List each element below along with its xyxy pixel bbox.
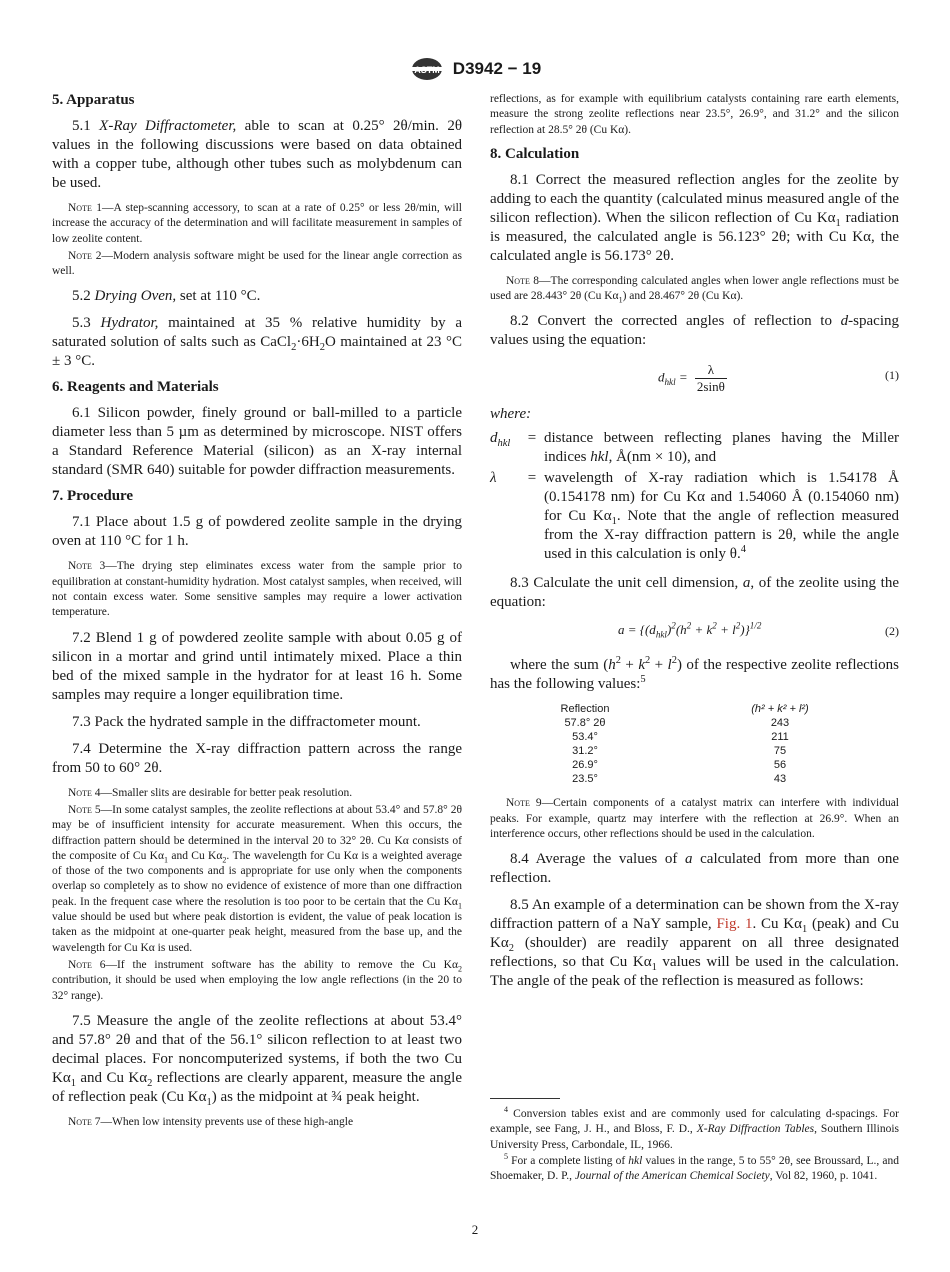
para-5-3: 5.3 Hydrator, maintained at 35 % relative humidity by a saturated solution of salts such as $CaCl_2\cdot 6H_2O$ maintained at 23 °C ± 3 °C.: [52, 315, 463, 370]
right-column: [490, 92, 899, 999]
footnotes: [490, 1098, 899, 1185]
table-row: [530, 744, 830, 758]
reflection-cell: 53.4°: [572, 731, 598, 744]
reflection-cell: 57.8° 2θ: [564, 717, 606, 730]
eq1-lhs: d: [658, 369, 665, 385]
reflection-cell: 31.2°: [572, 745, 598, 758]
section-6-heading: 6. Reagents and Materials: [52, 379, 219, 396]
footnote-4: $^4$ Conversion tables exist and are commonly used for calculating d-spacings. For example, see Fang, J. H., and Bloss, F. D., X-Ray Diffraction Tables, Southern Illinois University Press, Carbondale, IL, 1966.: [490, 1105, 899, 1151]
note-6: Note 6—If the instrument software has the ability to remove the Cu $K\alpha_2$ contribution, it should be used when employing the low angle reflections (in the 20 to 32° range).: [52, 958, 462, 1002]
para-6-1: 6.1 Silicon powder, finely ground or ball-milled to a particle diameter less than 5 µm as determined by microscope. NIST offers a Standard Reference Material (silicon) as an X-ray internal standard (SMR 640) suitable for powder diffraction measurements.: [52, 405, 462, 479]
def1-equals: =: [527, 430, 537, 447]
para-8-1: 8.1 Correct the measured reflection angles for the zeolite by adding to each the quantity (calculated minus measured angle of the silicon reflection). When the silicon reflection of Cu $K\alpha_1$ radiation is measured, the calculated angle is 56.123° 2θ; with Cu Kα, the calculated angle is 56.173° 2θ.: [490, 171, 899, 264]
footnote-5: $^5$ For a complete listing of hkl values in the range, 5 to 55° 2θ, see Broussard, L., and Shoemaker, D. P., Journal of the American Chemical Society, Vol 82, 1960, p. 1041.: [490, 1152, 899, 1183]
section-5-heading: 5. Apparatus: [52, 92, 135, 108]
section-7-heading: 7. Procedure: [52, 488, 134, 505]
note-3: Note 3—The drying step eliminates excess water from the sample prior to equilibration at constant-humidity hydration. Most catalyst samples, when received, will not contain excess water. Some sensitive samples may require a lower activation temperature.: [52, 560, 462, 619]
hkl-sum-cell: 211: [771, 731, 789, 744]
hkl-sum-cell: (h² + k² + l²): [751, 703, 809, 716]
where-label: where:: [490, 406, 532, 423]
note-1: Note 1—A step-scanning accessory, to scan at a rate of 0.25° or less 2θ/min, will increase the accuracy of the determination and will facilitate measurement in samples of low zeolite content.: [52, 202, 462, 245]
def2-text: wavelength of X-ray radiation which is 1.54178 Å (0.154178 nm) for Cu Kα and 1.54060 Å (0.154060 nm) for Cu $K\alpha_1$. Note that the angle of reflection measured from the X-ray diffraction pattern is 2θ, while the angle used in this calculation is only θ.$^4$: [544, 470, 899, 563]
table-row: [530, 758, 830, 772]
document-designation: D3942 − 19: [452, 59, 542, 78]
para-7-5: 7.5 Measure the angle of the zeolite reflections at about 53.4° and 57.8° 2θ and that of the 56.1° silicon reflection to at least two decimal places. For noncomputerized systems, if both the two Cu $K\alpha_1$ and Cu $K\alpha_2$ reflections are clearly apparent, measure the angle of reflection peak (Cu $K\alpha_1$) as the midpoint at ¾ peak height.: [52, 1012, 462, 1108]
para-8-4: 8.4 Average the values of a calculated from more than one reflection.: [490, 851, 899, 887]
def2-equals: =: [527, 470, 537, 487]
eq2-body: $a = \{(d_{hkl})^2(h^2 + k^2 + l^2)\}^{1/2}$: [618, 621, 762, 641]
def2-symbol: λ: [490, 470, 497, 487]
hkl-sum-cell: 56: [773, 759, 787, 772]
hkl-sum-cell: 43: [773, 773, 787, 786]
table-header-row: [530, 702, 830, 716]
para-7-3: 7.3 Pack the hydrated sample in the diffractometer mount.: [72, 713, 421, 730]
definition-d-hkl: [490, 429, 899, 467]
note-8: Note 8—The corresponding calculated angles when lower angle reflections must be used are 28.443° 2θ (Cu $K\alpha_1$) and 28.467° 2θ (Cu Kα).: [490, 274, 899, 305]
note-2: Note 2—Modern analysis software might be used for the linear angle correction as well.: [52, 249, 462, 278]
table-row: [530, 772, 830, 786]
section-8-heading: 8. Calculation: [490, 145, 580, 162]
eq1-sub: hkl: [664, 377, 676, 388]
note-4: Note 4—Smaller slits are desirable for better peak resolution.: [68, 786, 353, 799]
equation-2: [490, 620, 899, 646]
page-header: [0, 56, 950, 82]
eq1-fraction: [695, 362, 727, 395]
astm-logo: [409, 56, 445, 82]
para-8-5: 8.5 An example of a determination can be shown from the X-ray diffraction pattern of a NaY sample, Fig. 1. Cu $K\alpha_1$ (peak) and Cu $K\alpha_2$ (shoulder) are readily apparent on all three designated reflections, so that Cu $K\alpha_1$ values will be used in the calculation. The angle of the peak of the reflection is measured as follows:: [490, 897, 899, 990]
reflection-cell: Reflection: [560, 703, 610, 716]
eq1-numerator: λ: [695, 362, 727, 379]
reflection-table: [530, 702, 830, 786]
reflection-cell: 23.5°: [572, 773, 598, 786]
equation-1: $d_{hkl}$ = $\frac{\lambda}{2\sin\theta}$ (1): [658, 362, 899, 395]
para-8-3-sum: where the sum $(h^2 + k^2 + l^2)$ of the respective zeolite reflections has the following values:$^5$: [490, 655, 899, 693]
eq1-number: (1): [885, 368, 899, 383]
def1-text: distance between reflecting planes having the Miller indices hkl, Å(nm × 10), and: [544, 430, 899, 466]
hkl-sum-cell: 75: [773, 745, 787, 758]
table-row: [530, 730, 830, 744]
table-row: [530, 716, 830, 730]
para-7-2: 7.2 Blend 1 g of powdered zeolite sample with about 0.05 g of silicon in a mortar and grind until intimately mixed. Place a thin bed of the mixed sample in the hydrator for at least 16 h. Some samples may require a longer equilibration time.: [52, 629, 462, 703]
note-7-continued: reflections, as for example with equilibrium catalysts containing rare earth elements, measure the strong zeolite reflections near 23.5°, 26.9°, and 31.2° and the silicon reflection at 28.5° 2θ (Cu Kα).: [490, 93, 899, 136]
note-9: Note 9—Certain components of a catalyst matrix can interfere with individual peaks. For example, quartz may interfere with the reflection at 26.9°. When an interference occurs, other reflections should be used in the calculation.: [490, 797, 899, 841]
para-5-2: 5.2 Drying Oven, set at 110 °C.: [72, 288, 261, 305]
note-7: Note 7—When low intensity prevents use of these high-angle: [68, 1115, 354, 1128]
svg-text:ASTM: ASTM: [414, 65, 440, 75]
para-7-1: 7.1 Place about 1.5 g of powdered zeolite sample in the drying oven at 110 °C for 1 h.: [52, 514, 462, 550]
eq2-number: (2): [885, 624, 899, 639]
hkl-sum-cell: 243: [770, 717, 790, 730]
para-7-4: 7.4 Determine the X-ray diffraction pattern across the range from 50 to 60° 2θ.: [52, 740, 462, 776]
page-number: 2: [471, 1222, 479, 1237]
def1-symbol: $d_{hkl}$: [490, 430, 511, 450]
eq1-denominator: 2sinθ: [696, 379, 725, 395]
para-8-3: 8.3 Calculate the unit cell dimension, a, of the zeolite using the equation:: [490, 575, 899, 611]
note-5: Note 5—In some catalyst samples, the zeolite reflections at about 53.4° and 57.8° 2θ may be of insufficient intensity for accurate measurement. When this occurs, the diffraction pattern should be determined in the interval 20 to 32° 2θ. Cu Kα consists of the composite of Cu $K\alpha_1$ and Cu $K\alpha_2$. The wavelength for Cu Kα is a weighted average of those of the two components and is appropriate for use only when the components overlap so completely as to show no evidence of existence of more than one diffraction peak. In the frequent case where the resolution is too poor to be certain that the Cu $K\alpha_1$ value should be used but where peak distortion is evident, the value of peak location is taken as the midpoint at one-quarter peak height, measured from the base up, and the wavelength for Cu Kα is used.: [52, 803, 462, 954]
reflection-cell: 26.9°: [572, 759, 598, 772]
footnote-rule: [490, 1098, 560, 1099]
para-8-2: 8.2 Convert the corrected angles of reflection to d-spacing values using the equation:: [490, 313, 899, 349]
para-5-1: 5.1 X-Ray Diffractometer, able to scan at 0.25° 2θ/min. 2θ values in the following discussions were based on data obtained with a copper tube, although other tubes such as molybdenum can be used.: [52, 118, 463, 191]
definition-lambda: [490, 469, 899, 564]
left-column: [52, 92, 462, 1132]
